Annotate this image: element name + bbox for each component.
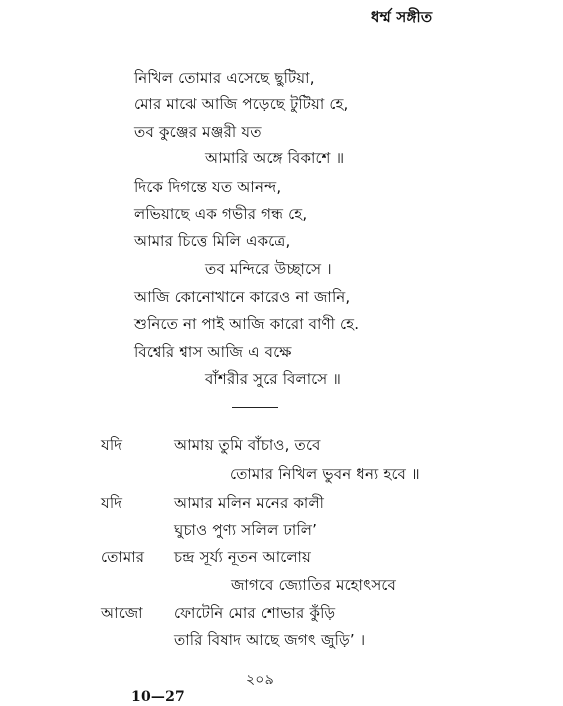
poem-line: ঘুচাও পুণ্য সলিল ঢালি’ bbox=[174, 521, 318, 539]
signature-mark: 10—27 bbox=[131, 689, 185, 705]
running-title: ধর্ম্ম সঙ্গীত bbox=[371, 8, 433, 26]
line-lead-word: যদি bbox=[101, 494, 123, 512]
poem-line: আজি কোনোখানে কারেও না জানি, bbox=[134, 288, 351, 306]
poem-line: ফোটেনি মোর শোভার কুঁড়ি bbox=[174, 604, 336, 622]
poem-line: তব কুঞ্জের মঞ্জরী যত bbox=[134, 123, 262, 141]
page-number: ২০৯ bbox=[246, 672, 274, 688]
poem-line: তোমার নিখিল ভুবন ধন্য হবে ॥ bbox=[230, 465, 420, 483]
poem-line: আমার মলিন মনের কালী bbox=[174, 494, 325, 512]
poem-line: তব মন্দিরে উচ্ছাসে । bbox=[205, 260, 332, 278]
line-lead-word: তোমার bbox=[101, 548, 145, 566]
line-lead-word: আজো bbox=[101, 604, 143, 622]
poem-line: আমার চিত্তে মিলি একত্রে, bbox=[134, 232, 291, 250]
poem-line: দিকে দিগন্তে যত আনন্দ, bbox=[134, 178, 282, 196]
poem-line: মোর মাঝে আজি পড়েছে টুটিয়া হে, bbox=[134, 95, 349, 113]
poem-line: নিখিল তোমার এসেছে ছুটিয়া, bbox=[134, 69, 315, 87]
poem-line: আমারি অঙ্গে বিকাশে ॥ bbox=[205, 149, 345, 167]
section-separator bbox=[232, 407, 278, 408]
poem-line: আমায় তুমি বাঁচাও, তবে bbox=[174, 436, 321, 454]
poem-line: জাগবে জ্যোতির মহোৎসবে bbox=[231, 576, 397, 594]
poem-line: বিশ্বেরি শ্বাস আজি এ বক্ষে bbox=[134, 343, 292, 361]
poem-line: লভিয়াছে এক গভীর গন্ধ হে, bbox=[134, 205, 308, 223]
poem-line: বাঁশরীর সুরে বিলাসে ॥ bbox=[205, 370, 342, 388]
poem-line: চন্দ্র সূর্য্য নূতন আলোয় bbox=[174, 548, 312, 566]
poem-line: শুনিতে না পাই আজি কারো বাণী হে. bbox=[134, 315, 360, 333]
poem-line: তারি বিষাদ আছে জগৎ জুড়ি’ । bbox=[174, 631, 366, 649]
line-lead-word: যদি bbox=[101, 436, 123, 454]
